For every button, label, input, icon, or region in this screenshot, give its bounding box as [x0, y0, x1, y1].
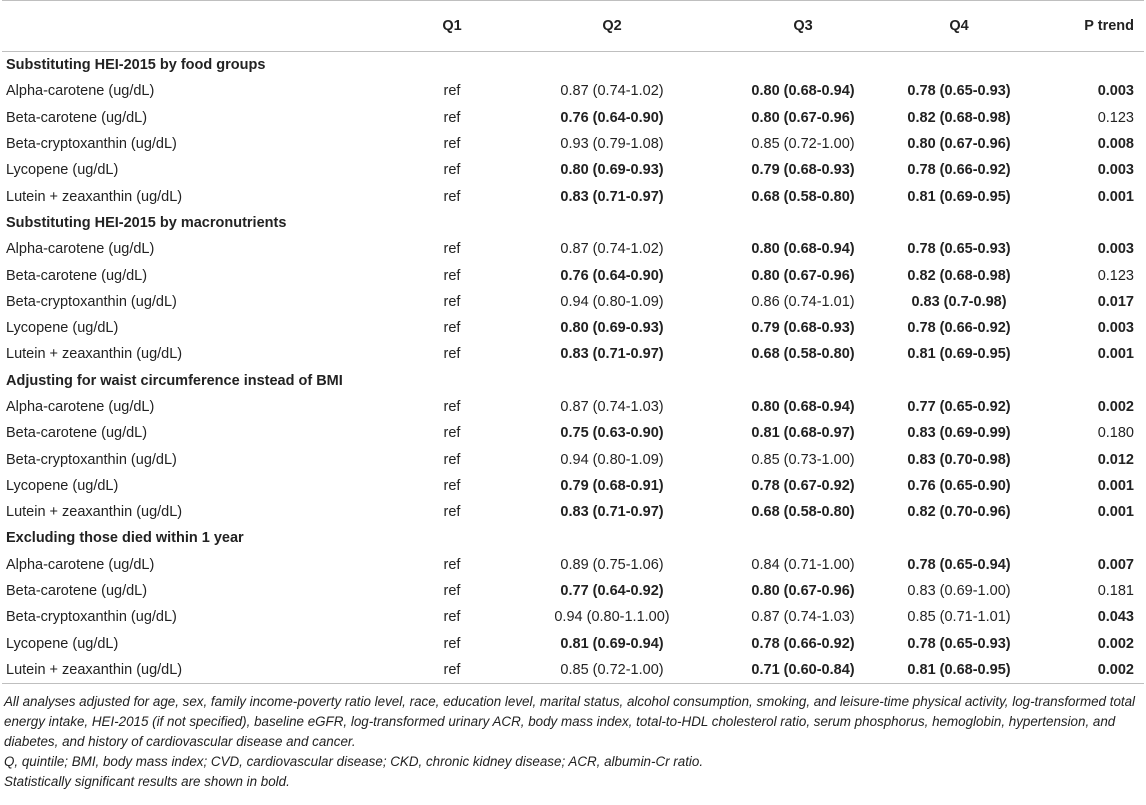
table-row [2, 631, 1144, 657]
table-row [2, 394, 1144, 420]
row-label: Beta-cryptoxanthin (ug/dL) [6, 609, 177, 626]
cell-q1: ref [443, 399, 461, 415]
results-table [2, 0, 1144, 684]
table-row [2, 315, 1144, 341]
cell-p-trend: 0.123 [1097, 267, 1134, 284]
cell-q2: 0.80 (0.69-0.93) [560, 162, 664, 179]
table-row [2, 657, 1144, 684]
row-label: Beta-carotene (ug/dL) [6, 425, 148, 442]
cell-q4: 0.78 (0.65-0.93) [907, 83, 1011, 100]
cell-q3: 0.68 (0.58-0.80) [751, 188, 855, 205]
table-row [2, 604, 1144, 630]
cell-p-trend: 0.001 [1097, 188, 1134, 205]
table-row [2, 78, 1144, 104]
row-label: Beta-carotene (ug/dL) [6, 583, 148, 600]
row-label: Beta-carotene (ug/dL) [6, 109, 148, 126]
cell-q1: ref [443, 556, 461, 573]
table-row [2, 289, 1144, 315]
section-title: Excluding those died within 1 year [6, 530, 244, 547]
table-row [2, 420, 1144, 446]
cell-q2: 0.76 (0.64-0.90) [560, 109, 664, 126]
cell-p-trend: 0.002 [1097, 399, 1134, 415]
cell-q3: 0.79 (0.68-0.93) [751, 162, 855, 179]
cell-q2: 0.80 (0.69-0.93) [560, 320, 664, 337]
table-row [2, 499, 1144, 525]
cell-q2: 0.75 (0.63-0.90) [560, 425, 664, 442]
footnote-adjustments: All analyses adjusted for age, sex, family income-poverty ratio level, race, education level, marital status, alcohol consumption, smoking, and leisure-time physical activity, log-transformed total energy intake, HEI-2015 (if not specified), baseline eGFR, log-transformed urinary ACR, body mass index, total-to-HDL cholesterol ratio, serum phosphorus, hemoglobin, hypertension, and diabetes, and history of cardiovascular disease and cancer. [4, 694, 1136, 750]
footnote-abbreviations: Q, quintile; BMI, body mass index; CVD, cardiovascular disease; CKD, chronic kidney disease; ACR, albumin-Cr ratio. [4, 754, 704, 770]
cell-q3: 0.68 (0.58-0.80) [751, 346, 855, 363]
cell-q2: 0.76 (0.64-0.90) [560, 267, 664, 284]
cell-q2: 0.94 (0.80-1.09) [560, 451, 664, 468]
header-p-trend: P trend [1034, 1, 1144, 52]
header-q3: Q3 [722, 1, 884, 52]
cell-q3: 0.78 (0.67-0.92) [751, 477, 855, 494]
table-row [2, 473, 1144, 499]
cell-p-trend: 0.181 [1097, 583, 1134, 600]
cell-q1: ref [443, 162, 461, 179]
table-row [2, 183, 1144, 209]
cell-q4: 0.78 (0.65-0.93) [907, 241, 1011, 258]
cell-q4: 0.82 (0.68-0.98) [907, 109, 1011, 126]
cell-q4: 0.78 (0.65-0.93) [907, 635, 1011, 652]
cell-q4: 0.83 (0.69-0.99) [907, 425, 1011, 442]
section-header-row [2, 368, 1144, 394]
cell-q4: 0.82 (0.68-0.98) [907, 267, 1011, 284]
header-label-col [2, 1, 402, 52]
cell-q3: 0.81 (0.68-0.97) [751, 425, 855, 442]
cell-q2: 0.89 (0.75-1.06) [560, 556, 664, 573]
cell-q1: ref [443, 136, 461, 153]
cell-q2: 0.87 (0.74-1.02) [560, 241, 664, 258]
cell-q1: ref [443, 425, 461, 442]
cell-q3: 0.80 (0.68-0.94) [751, 399, 855, 415]
cell-q4: 0.83 (0.69-1.00) [907, 583, 1011, 600]
cell-q4: 0.81 (0.68-0.95) [884, 657, 1034, 684]
table-row [2, 578, 1144, 604]
cell-q1: ref [443, 241, 461, 258]
cell-q3: 0.79 (0.68-0.93) [751, 320, 855, 337]
header-q4: Q4 [884, 1, 1034, 52]
cell-q3: 0.80 (0.68-0.94) [751, 241, 855, 258]
cell-p-trend: 0.001 [1097, 504, 1134, 521]
section-title: Adjusting for waist circumference instead of BMI [6, 372, 343, 389]
row-label: Alpha-carotene (ug/dL) [6, 399, 155, 415]
cell-p-trend: 0.007 [1097, 556, 1134, 573]
table-row [2, 446, 1144, 472]
cell-q3: 0.86 (0.74-1.01) [751, 293, 855, 310]
cell-q4: 0.83 (0.70-0.98) [907, 451, 1011, 468]
cell-p-trend: 0.001 [1097, 477, 1134, 494]
cell-q1: ref [443, 477, 461, 494]
cell-q3: 0.85 (0.73-1.00) [751, 451, 855, 468]
table-row [2, 262, 1144, 288]
cell-q2: 0.83 (0.71-0.97) [560, 188, 664, 205]
cell-q4: 0.81 (0.69-0.95) [907, 188, 1011, 205]
row-label: Beta-carotene (ug/dL) [6, 267, 148, 284]
cell-q3: 0.80 (0.67-0.96) [751, 583, 855, 600]
cell-q1: ref [443, 609, 461, 626]
cell-q4: 0.78 (0.65-0.94) [907, 556, 1011, 573]
row-label: Beta-cryptoxanthin (ug/dL) [6, 451, 177, 468]
cell-p-trend: 0.043 [1097, 609, 1134, 626]
cell-q3: 0.80 (0.67-0.96) [751, 267, 855, 284]
cell-p-trend: 0.002 [1034, 657, 1144, 684]
cell-q3: 0.71 (0.60-0.84) [722, 657, 884, 684]
cell-q4: 0.78 (0.66-0.92) [907, 162, 1011, 179]
cell-q2: 0.81 (0.69-0.94) [560, 635, 664, 652]
cell-q1: ref [443, 188, 461, 205]
row-label: Lutein + zeaxanthin (ug/dL) [6, 504, 183, 521]
cell-q1: ref [443, 583, 461, 600]
row-label: Alpha-carotene (ug/dL) [6, 83, 155, 100]
cell-p-trend: 0.003 [1097, 83, 1134, 100]
cell-q3: 0.85 (0.72-1.00) [751, 136, 855, 153]
cell-q4: 0.85 (0.71-1.01) [907, 609, 1011, 626]
cell-p-trend: 0.003 [1097, 241, 1134, 258]
cell-p-trend: 0.003 [1097, 320, 1134, 337]
row-label: Beta-cryptoxanthin (ug/dL) [6, 293, 177, 310]
cell-q4: 0.81 (0.69-0.95) [907, 346, 1011, 363]
cell-p-trend: 0.012 [1097, 451, 1134, 468]
section-header-row [2, 52, 1144, 79]
cell-p-trend: 0.180 [1097, 425, 1134, 442]
cell-p-trend: 0.001 [1097, 346, 1134, 363]
cell-q3: 0.80 (0.67-0.96) [751, 109, 855, 126]
table-row [2, 341, 1144, 367]
header-q1: Q1 [402, 1, 502, 52]
cell-q1: ref [443, 320, 461, 337]
row-label: Lutein + zeaxanthin (ug/dL) [2, 657, 402, 684]
cell-q2: 0.94 (0.80-1.09) [560, 293, 664, 310]
table-row [2, 552, 1144, 578]
cell-q1: ref [443, 293, 461, 310]
cell-q1: ref [443, 504, 461, 521]
cell-q4: 0.80 (0.67-0.96) [907, 136, 1011, 153]
cell-q1: ref [443, 635, 461, 652]
cell-q1: ref [443, 83, 461, 100]
cell-q2: 0.77 (0.64-0.92) [560, 583, 664, 600]
cell-q1: ref [443, 451, 461, 468]
cell-q2: 0.83 (0.71-0.97) [560, 504, 664, 521]
cell-q3: 0.80 (0.68-0.94) [751, 83, 855, 100]
cell-p-trend: 0.008 [1097, 136, 1134, 153]
cell-q4: 0.82 (0.70-0.96) [907, 504, 1011, 521]
row-label: Lycopene (ug/dL) [6, 477, 119, 494]
cell-p-trend: 0.017 [1097, 293, 1134, 310]
section-header-row [2, 210, 1144, 236]
header-row [2, 1, 1144, 52]
cell-p-trend: 0.002 [1097, 635, 1134, 652]
cell-q2: 0.87 (0.74-1.03) [560, 399, 664, 415]
cell-q1: ref [402, 657, 502, 684]
row-label: Alpha-carotene (ug/dL) [6, 556, 155, 573]
cell-q2: 0.85 (0.72-1.00) [502, 657, 722, 684]
cell-p-trend: 0.123 [1097, 109, 1134, 126]
cell-q4: 0.77 (0.65-0.92) [907, 399, 1011, 415]
table-footnotes [0, 684, 1146, 792]
cell-q3: 0.84 (0.71-1.00) [751, 556, 855, 573]
table-row [2, 157, 1144, 183]
cell-q4: 0.78 (0.66-0.92) [907, 320, 1011, 337]
cell-p-trend: 0.003 [1097, 162, 1134, 179]
cell-q2: 0.93 (0.79-1.08) [560, 136, 664, 153]
cell-q3: 0.68 (0.58-0.80) [751, 504, 855, 521]
cell-q4: 0.76 (0.65-0.90) [907, 477, 1011, 494]
cell-q2: 0.87 (0.74-1.02) [560, 83, 664, 100]
row-label: Lutein + zeaxanthin (ug/dL) [6, 346, 183, 363]
cell-q4: 0.83 (0.7-0.98) [911, 293, 1007, 310]
cell-q1: ref [443, 109, 461, 126]
table-row [2, 131, 1144, 157]
table-body [2, 52, 1144, 684]
row-label: Lutein + zeaxanthin (ug/dL) [6, 188, 183, 205]
header-q2: Q2 [502, 1, 722, 52]
cell-q3: 0.87 (0.74-1.03) [751, 609, 855, 626]
cell-q1: ref [443, 346, 461, 363]
row-label: Beta-cryptoxanthin (ug/dL) [6, 136, 177, 153]
table-row [2, 236, 1144, 262]
cell-q1: ref [443, 267, 461, 284]
row-label: Lycopene (ug/dL) [6, 162, 119, 179]
row-label: Lycopene (ug/dL) [6, 635, 119, 652]
row-label: Alpha-carotene (ug/dL) [6, 241, 155, 258]
section-title: Substituting HEI-2015 by food groups [6, 57, 266, 74]
section-title: Substituting HEI-2015 by macronutrients [6, 214, 287, 231]
footnote-bold-note: Statistically significant results are shown in bold. [4, 774, 290, 790]
section-header-row [2, 525, 1144, 551]
cell-q3: 0.78 (0.66-0.92) [751, 635, 855, 652]
cell-q2: 0.79 (0.68-0.91) [560, 477, 664, 494]
cell-q2: 0.94 (0.80-1.1.00) [554, 609, 670, 626]
cell-q2: 0.83 (0.71-0.97) [560, 346, 664, 363]
row-label: Lycopene (ug/dL) [6, 320, 119, 337]
table-row [2, 105, 1144, 131]
